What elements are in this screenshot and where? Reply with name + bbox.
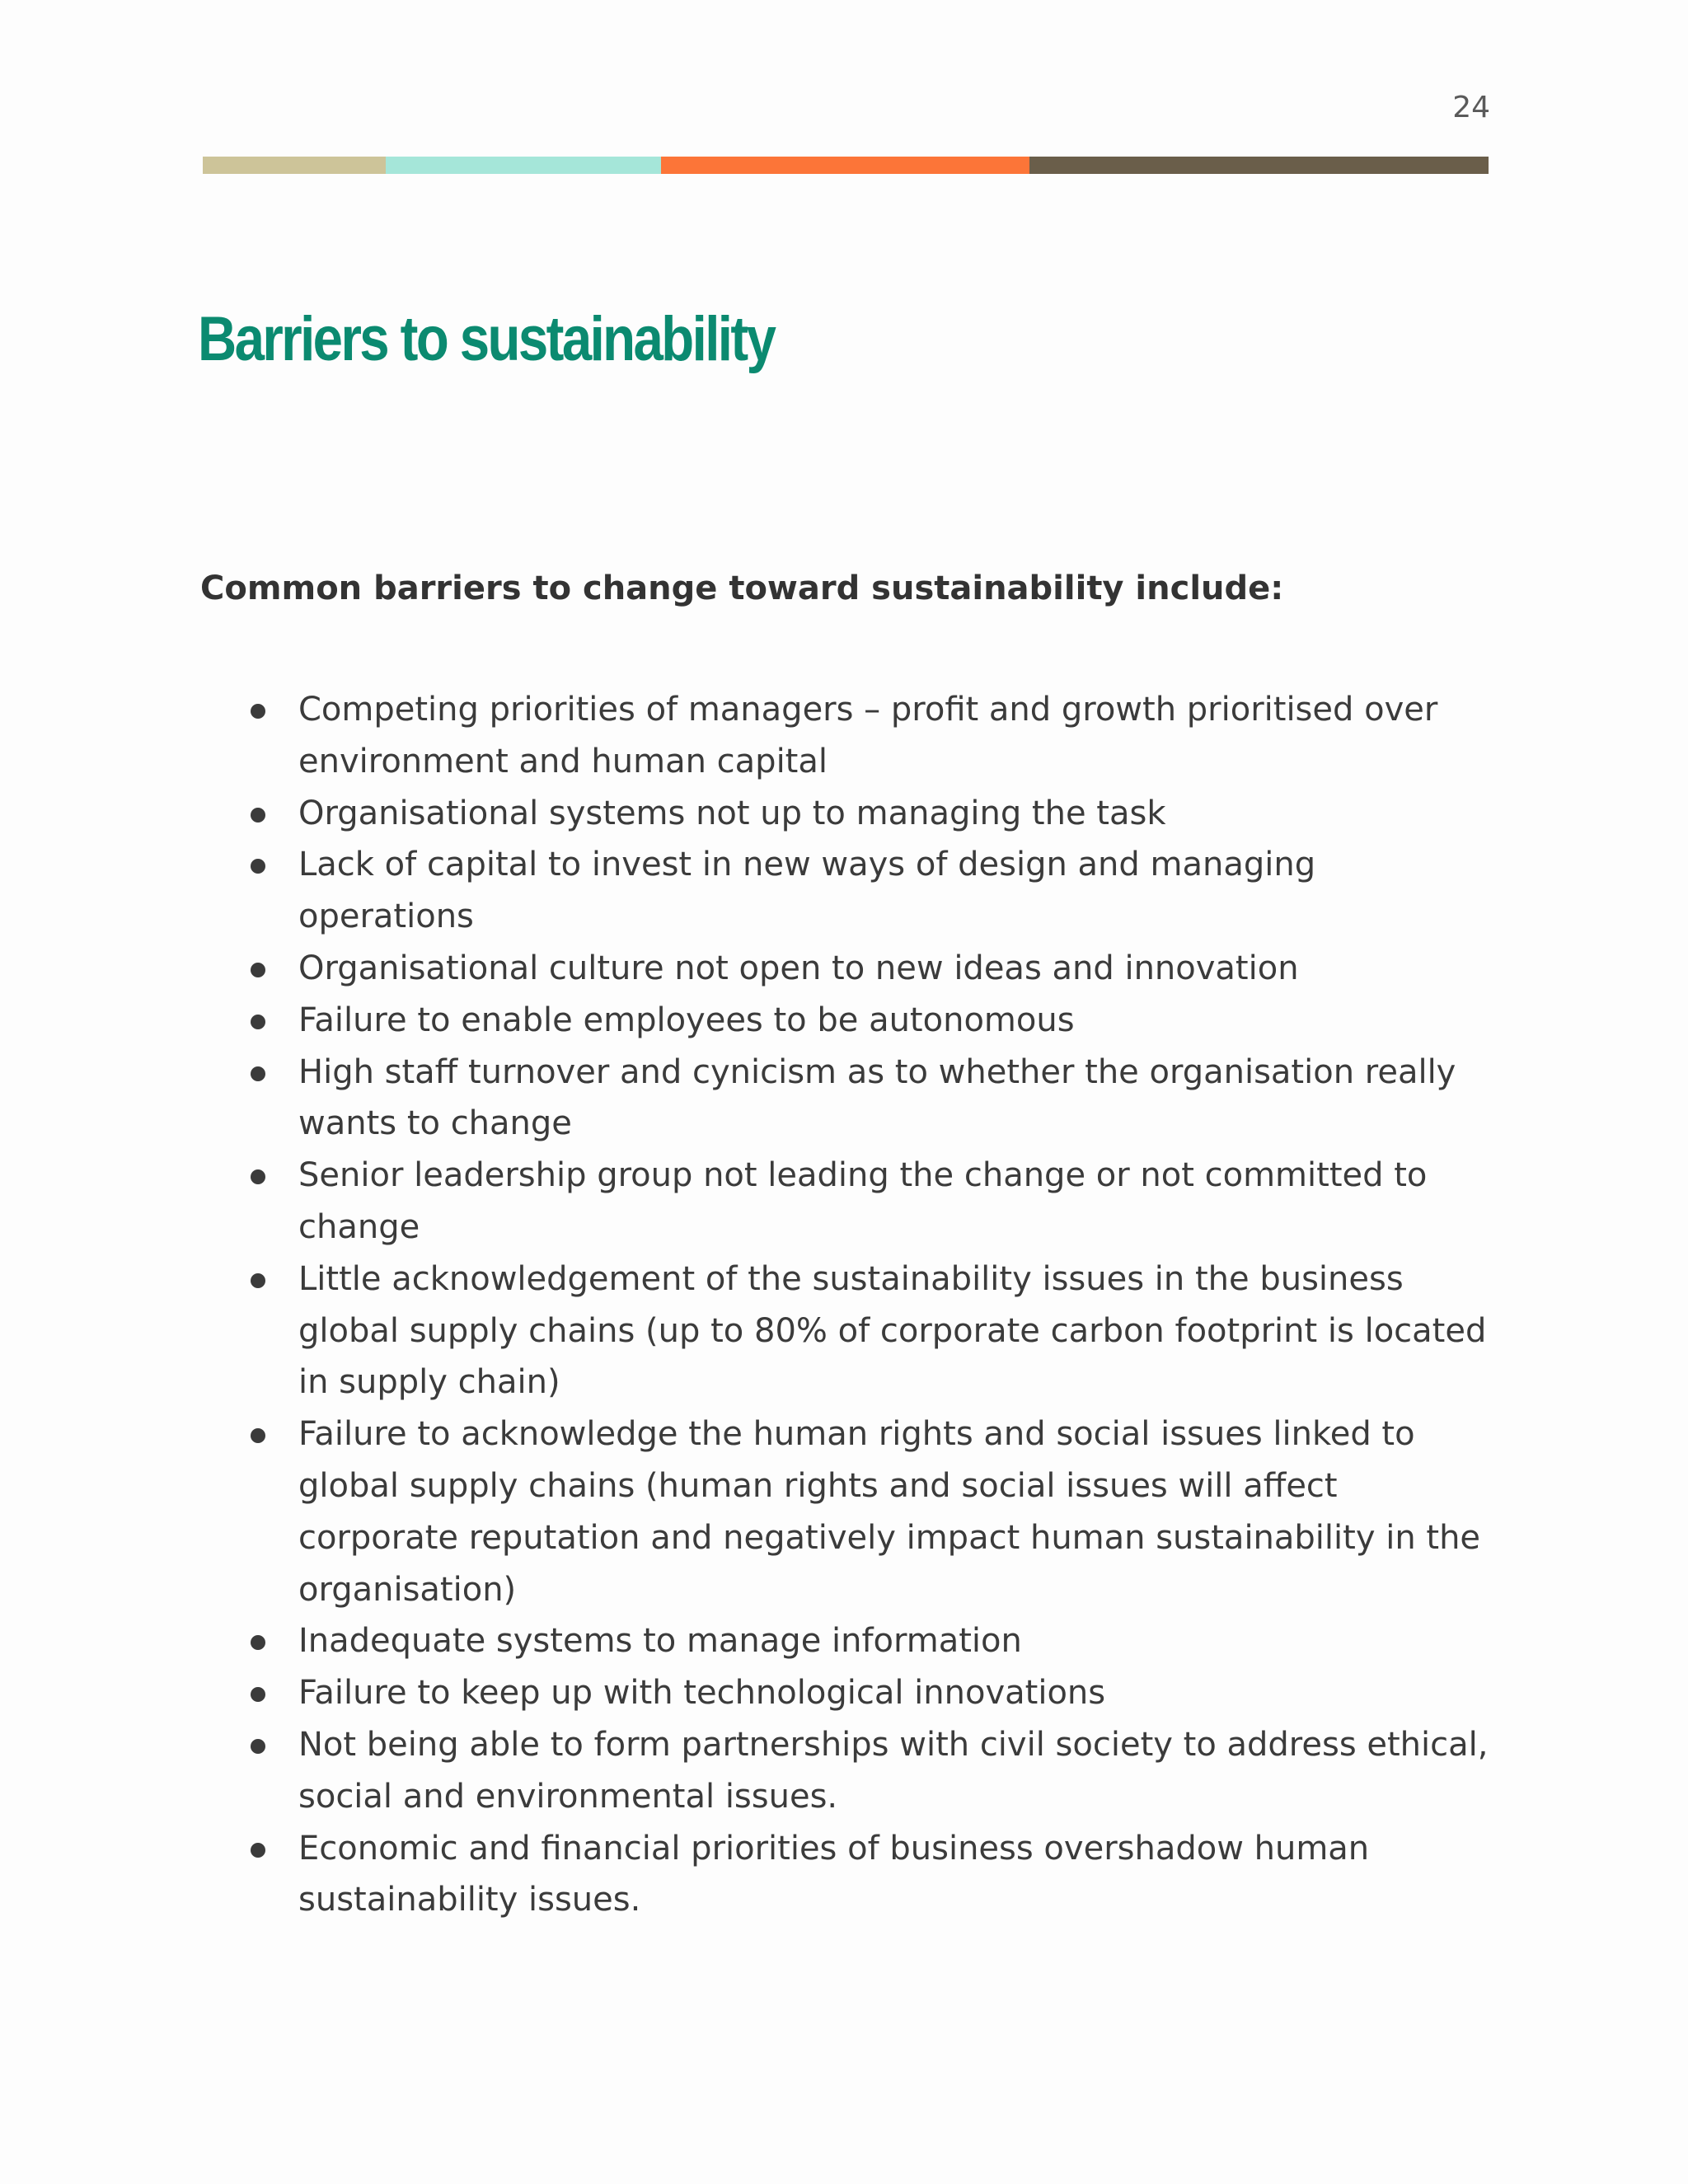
bullet-icon <box>251 704 265 719</box>
list-item-text: Lack of capital to invest in new ways of design and managing operations <box>298 846 1316 936</box>
list-item <box>247 1047 1500 1151</box>
list-item <box>247 1615 1500 1667</box>
list-item <box>247 1150 1500 1254</box>
barriers-list <box>247 684 1500 1926</box>
list-item-text: High staff turnover and cynicism as to whether the organisation really wants to change <box>298 1052 1456 1143</box>
bullet-icon <box>251 1015 265 1029</box>
page-title: Barriers to sustainability <box>198 304 775 374</box>
list-item <box>247 1719 1500 1823</box>
color-bar-segment-mint <box>386 157 661 174</box>
list-item-text: Failure to enable employees to be autonomous <box>298 1001 1075 1039</box>
list-item <box>247 1254 1500 1408</box>
list-item <box>247 684 1500 788</box>
list-item <box>247 1823 1500 1927</box>
list-item <box>247 788 1500 840</box>
bullet-icon <box>251 1428 265 1443</box>
bullet-icon <box>251 808 265 823</box>
bullet-icon <box>251 1273 265 1288</box>
list-item-text: Little acknowledgement of the sustainability issues in the business global supply chains (up to 80% of corporate carbon footprint is located in supply chain) <box>298 1259 1487 1402</box>
list-item <box>247 995 1500 1047</box>
bullet-icon <box>251 1635 265 1650</box>
list-item <box>247 839 1500 943</box>
list-item-text: Failure to acknowledge the human rights and social issues linked to global supply chains (human rights and social issues will affect corporate reputation and negatively impact human sustainability in the organisation) <box>298 1415 1481 1609</box>
list-item-text: Not being able to form partnerships with civil society to address ethical, social and environmental issues. <box>298 1725 1489 1816</box>
bullet-icon <box>251 1843 265 1858</box>
page-number: 24 <box>1452 91 1490 124</box>
list-item-text: Failure to keep up with technological innovations <box>298 1674 1106 1713</box>
list-item <box>247 1408 1500 1615</box>
color-bar-segment-brown <box>1029 157 1489 174</box>
list-item-text: Competing priorities of managers – profit and growth prioritised over environment and human capital <box>298 691 1438 780</box>
bullet-icon <box>251 1066 265 1081</box>
bullet-icon <box>251 859 265 874</box>
list-item-text: Organisational culture not open to new ideas and innovation <box>298 949 1299 987</box>
color-bar-segment-orange <box>661 157 1029 174</box>
list-item <box>247 943 1500 995</box>
bullet-icon <box>251 963 265 977</box>
intro-text: Common barriers to change toward sustainability include: <box>200 569 1284 607</box>
bullet-icon <box>251 1169 265 1184</box>
list-item-text: Organisational systems not up to managing the task <box>298 794 1166 832</box>
decorative-color-bar <box>203 157 1489 174</box>
bullet-icon <box>251 1739 265 1754</box>
list-item-text: Economic and financial priorities of business overshadow human sustainability issues. <box>298 1829 1370 1919</box>
list-item-text: Inadequate systems to manage information <box>298 1622 1022 1661</box>
color-bar-segment-khaki <box>203 157 386 174</box>
list-item <box>247 1667 1500 1719</box>
bullet-icon <box>251 1687 265 1702</box>
list-item-text: Senior leadership group not leading the change or not committed to change <box>298 1156 1428 1246</box>
